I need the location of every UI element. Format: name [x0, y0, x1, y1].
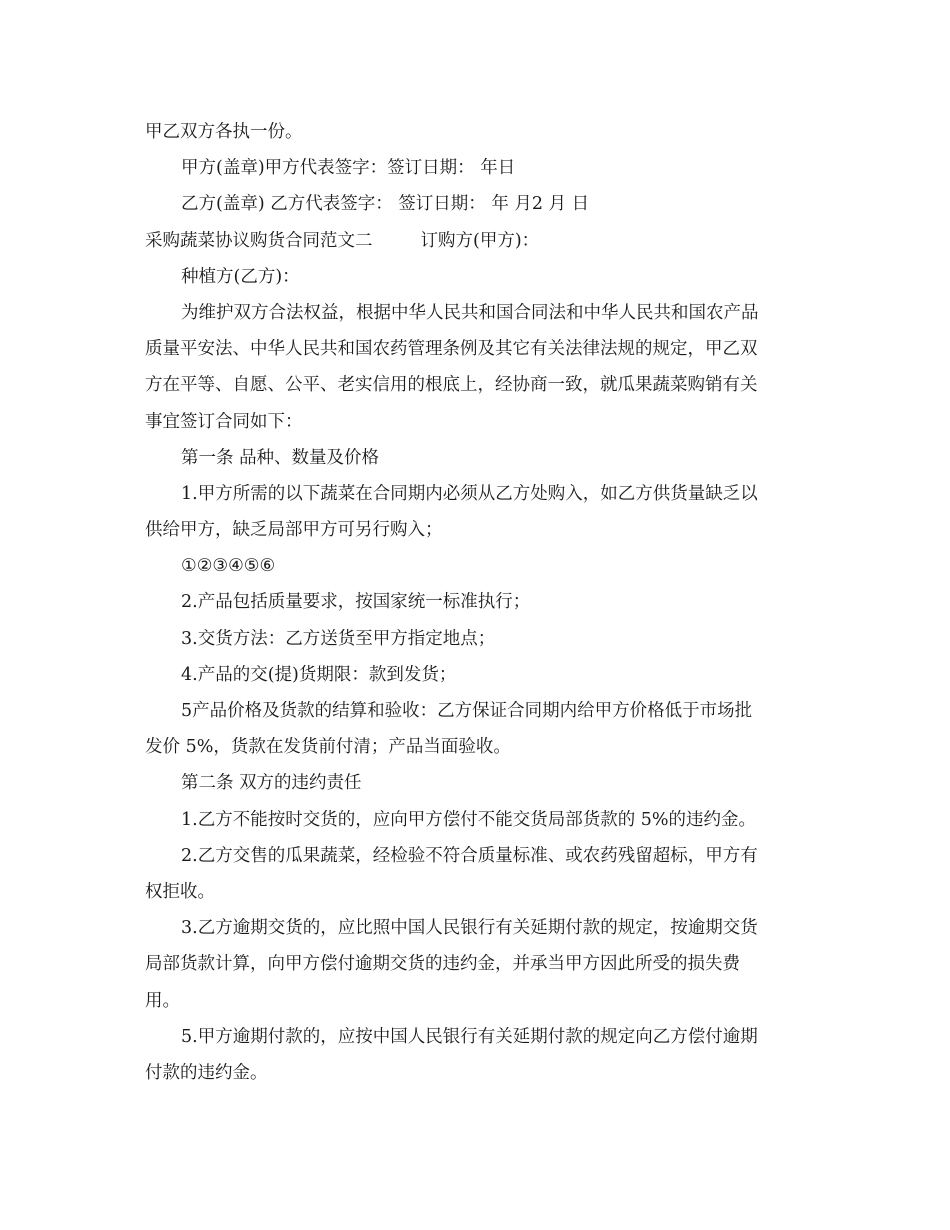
- text-line-23: 3.乙方逾期交货的，应比照中国人民银行有关延期付款的规定，按逾期交货: [181, 918, 758, 939]
- text-line-3: 乙方(盖章) 乙方代表签字： 签订日期： 年 月2 月 日: [181, 194, 590, 215]
- text-line-4: [145, 223, 800, 259]
- text-line-16: 4.产品的交(提)货期限：款到发货；: [181, 664, 457, 685]
- text-line-26: 5.甲方逾期付款的，应按中国人民银行有关延期付款的规定向乙方偿付逾期: [181, 1026, 758, 1047]
- text-line-7: 质量平安法、中华人民共和国农药管理条例及其它有关法律法规的规定，甲乙双: [145, 339, 758, 360]
- text-line-12: 供给甲方，缺乏局部甲方可另行购入；: [145, 520, 443, 541]
- text-line-9: 事宜签订合同如下：: [145, 411, 303, 432]
- text-line-19: 第二条 双方的违约责任: [181, 773, 362, 794]
- text-line-27: 付款的违约金。: [145, 1062, 268, 1083]
- text-line-8: 方在平等、自愿、公平、老实信用的根底上，经协商一致，就瓜果蔬菜购销有关: [145, 375, 758, 396]
- text-line-17: 5产品价格及货款的结算和验收：乙方保证合同期内给甲方价格低于市场批: [181, 701, 753, 721]
- text-line-18: 发价 5%，货款在发货前付清；产品当面验收。: [145, 737, 511, 758]
- text-line-22: 权拒收。: [145, 881, 215, 902]
- text-line-2: 甲方(盖章)甲方代表签字：签订日期： 年日: [181, 158, 516, 179]
- text-line-11: 1.甲方所需的以下蔬菜在合同期内必须从乙方处购入，如乙方供货量缺乏以: [181, 483, 758, 504]
- text-line-6: 为维护双方合法权益，根据中华人民共和国合同法和中华人民共和国农产品: [181, 302, 759, 323]
- text-line-24: 局部货款计算，向甲方偿付逾期交货的违约金，并承当甲方因此所受的损失费: [145, 954, 740, 975]
- buyer-label: 订购方(甲方)：: [420, 230, 540, 251]
- text-line-13: ①②③④⑤⑥: [181, 556, 276, 577]
- text-line-15: 3.交货方法：乙方送货至甲方指定地点；: [181, 628, 496, 649]
- document-page: [145, 114, 800, 1091]
- text-line-20: 1.乙方不能按时交货的，应向甲方偿付不能交货局部货款的 5%的违约金。: [181, 809, 757, 830]
- section-title: 采购蔬菜协议购货合同范文二: [145, 230, 373, 251]
- text-line-10: 第一条 品种、数量及价格: [181, 447, 380, 468]
- text-line-25: 用。: [145, 990, 180, 1011]
- text-line-1: 甲乙双方各执一份。: [145, 122, 303, 142]
- text-line-5: 种植方(乙方)：: [181, 266, 300, 287]
- text-line-21: 2.乙方交售的瓜果蔬菜，经检验不符合质量标准、或农药残留超标，甲方有: [181, 845, 758, 866]
- text-line-14: 2.产品包括质量要求，按国家统一标准执行；: [181, 592, 531, 613]
